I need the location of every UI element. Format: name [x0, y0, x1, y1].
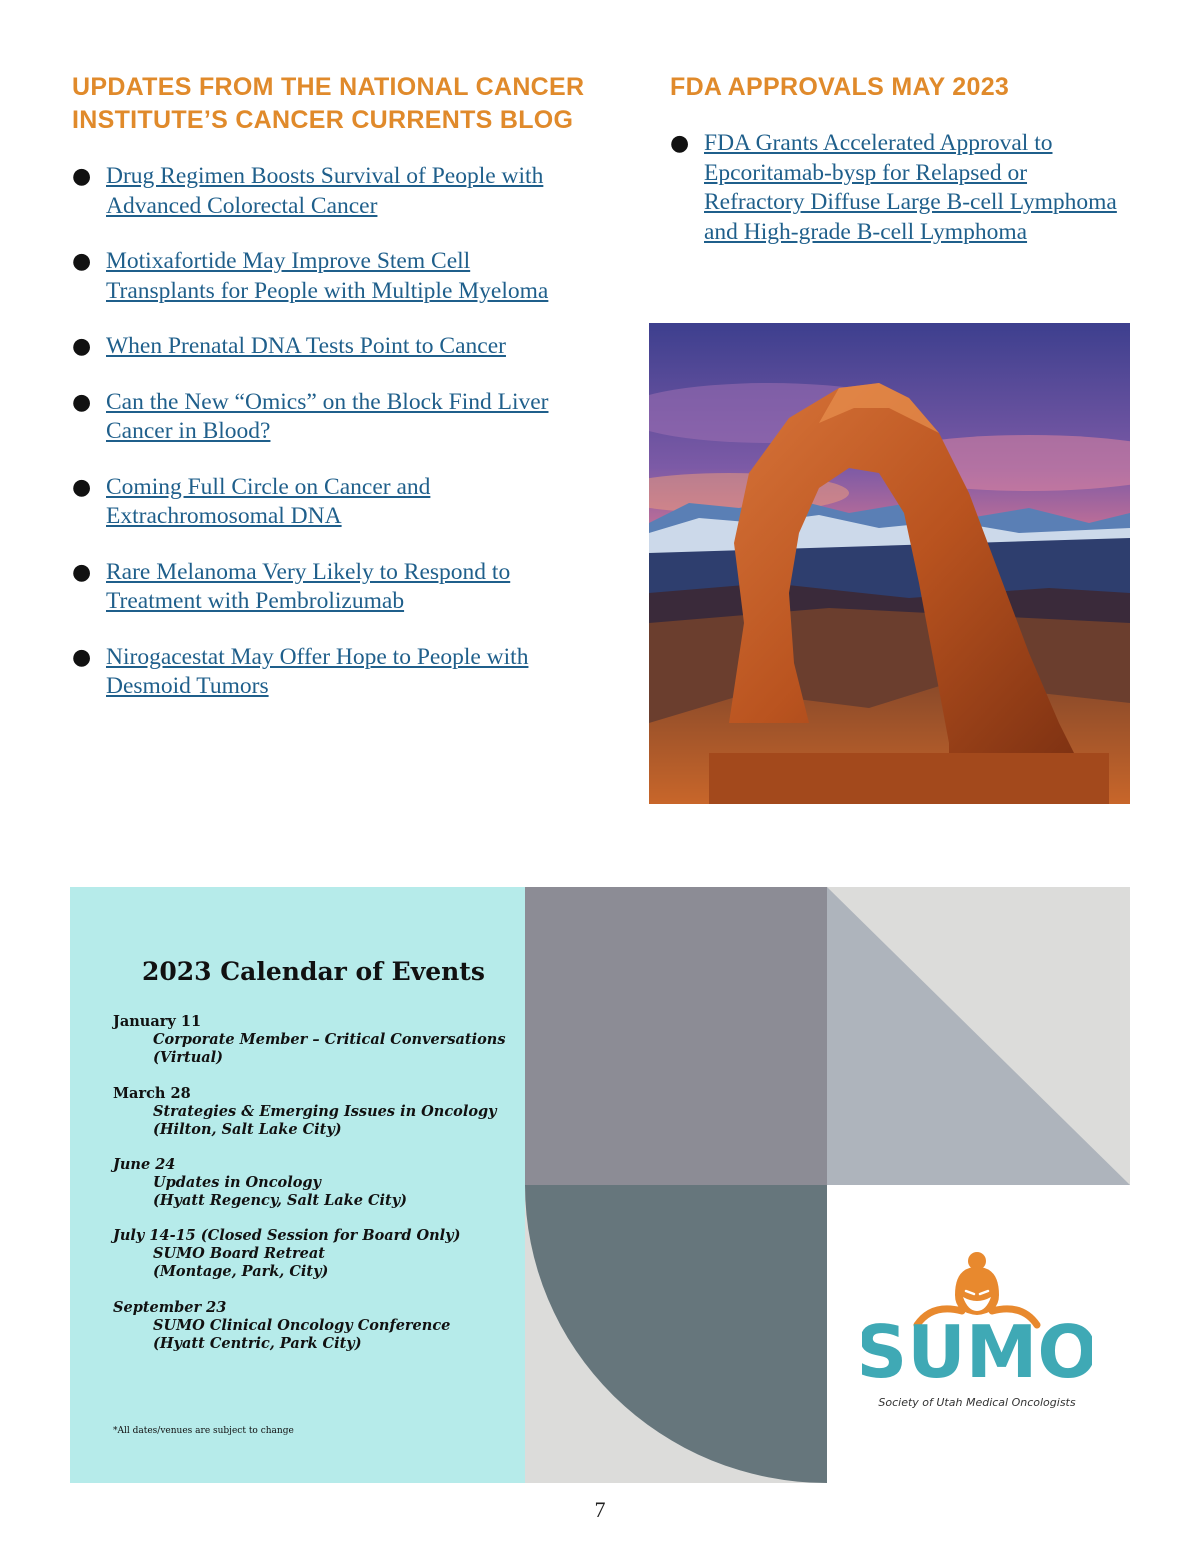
event-name: SUMO Board Retreat — [153, 1245, 325, 1262]
event-venue: (Montage, Park, City) — [153, 1263, 329, 1280]
calendar-event — [113, 1156, 407, 1210]
list-item — [72, 247, 612, 306]
event-date: March 28 — [113, 1085, 191, 1102]
event-date: July 14-15 (Closed Session for Board Only) — [113, 1227, 461, 1244]
article-link[interactable]: Can the New “Omics” on the Block Find Liver Cancer in Blood? — [106, 388, 549, 444]
logo-wordmark: SUMO — [862, 1310, 1092, 1394]
fda-approval-link[interactable]: FDA Grants Accelerated Approval to Epcoritamab-bysp for Relapsed or Refractory Diffuse Large B-cell Lymphoma and High-grade B-cell Lymphoma — [704, 130, 1117, 245]
event-name: SUMO Clinical Oncology Conference — [153, 1317, 451, 1334]
sumo-logo — [862, 1245, 1092, 1420]
calendar-event — [113, 1227, 460, 1281]
calendar-event — [113, 1299, 450, 1353]
list-item — [72, 162, 612, 221]
heading-line: INSTITUTE’S CANCER CURRENTS BLOG — [72, 106, 574, 134]
article-link[interactable]: Motixafortide May Improve Stem Cell Transplants for People with Multiple Myeloma — [106, 248, 549, 304]
list-item — [72, 558, 612, 617]
logo-caption: Society of Utah Medical Oncologists — [878, 1396, 1076, 1409]
list-item — [670, 129, 1150, 247]
article-link[interactable]: Drug Regimen Boosts Survival of People with Advanced Colorectal Cancer — [106, 163, 544, 219]
calendar-event — [113, 1013, 506, 1067]
list-item — [72, 473, 612, 532]
bullet-icon: ● — [72, 644, 92, 670]
article-link[interactable]: When Prenatal DNA Tests Point to Cancer — [106, 333, 506, 359]
event-date: June 24 — [113, 1156, 176, 1173]
event-date: January 11 — [113, 1013, 202, 1030]
event-venue: (Hyatt Regency, Salt Lake City) — [153, 1192, 408, 1209]
heading-line: UPDATES FROM THE NATIONAL CANCER — [72, 73, 585, 101]
fda-approvals-heading: FDA APPROVALS MAY 2023 — [670, 73, 1010, 101]
event-venue: (Hyatt Centric, Park City) — [153, 1335, 362, 1352]
event-date: September 23 — [113, 1299, 227, 1316]
calendar-disclaimer: *All dates/venues are subject to change — [113, 1426, 294, 1436]
event-venue: (Hilton, Salt Lake City) — [153, 1121, 342, 1138]
bullet-icon: ● — [72, 164, 92, 189]
article-link[interactable]: Coming Full Circle on Cancer and Extrachromosomal DNA — [106, 473, 431, 529]
list-item — [72, 643, 612, 702]
list-item — [72, 332, 612, 362]
event-name: Corporate Member – Critical Conversations — [153, 1031, 506, 1048]
bullet-icon: ● — [72, 334, 92, 359]
calendar-event — [113, 1085, 497, 1139]
event-venue: (Virtual) — [153, 1049, 224, 1066]
article-link[interactable]: Nirogacestat May Offer Hope to People with Desmoid Tumors — [106, 643, 529, 699]
calendar-panel — [70, 887, 525, 1483]
blog-updates-heading — [72, 71, 632, 137]
page-number: 7 — [594, 1497, 606, 1522]
fda-link-list — [670, 129, 1150, 273]
list-item — [72, 388, 612, 447]
bullet-icon: ● — [72, 559, 92, 585]
calendar-title: 2023 Calendar of Events — [142, 957, 485, 986]
bullet-icon: ● — [670, 131, 690, 156]
event-name: Updates in Oncology — [153, 1174, 321, 1191]
blog-link-list — [72, 162, 612, 728]
bullet-icon: ● — [72, 249, 92, 274]
event-name: Strategies & Emerging Issues in Oncology — [153, 1103, 497, 1120]
article-link[interactable]: Rare Melanoma Very Likely to Respond to Treatment with Pembrolizumab — [106, 558, 511, 614]
bullet-icon: ● — [72, 389, 92, 415]
delicate-arch-photo — [649, 323, 1130, 804]
bullet-icon: ● — [72, 474, 92, 500]
